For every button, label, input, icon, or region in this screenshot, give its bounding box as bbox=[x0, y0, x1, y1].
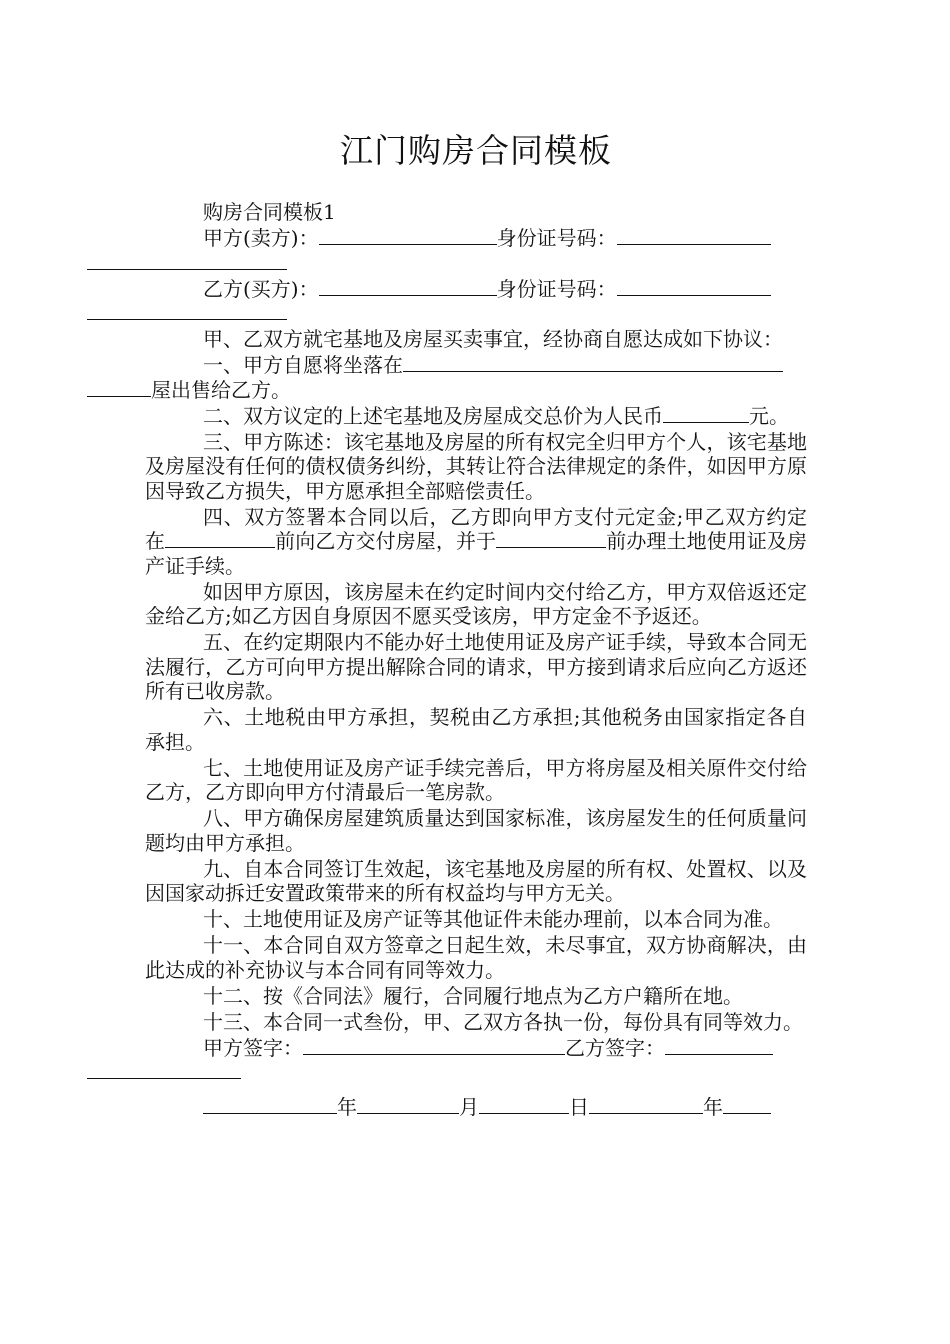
clause-2 bbox=[145, 404, 807, 429]
clause-1 bbox=[145, 353, 807, 402]
document-title: 江门购房合同模板 bbox=[340, 131, 612, 170]
clause-3: 三、甲方陈述：该宅基地及房屋的所有权完全归甲方个人，该宅基地及房屋没有任何的债权债务纠纷，其转让符合法律规定的条件，如因甲方原因导致乙方损失，甲方愿承担全部赔偿责任。 bbox=[145, 429, 807, 503]
clause-10: 十、土地使用证及房产证等其他证件未能办理前，以本合同为准。 bbox=[203, 907, 783, 931]
clause-1-pre: 一、甲方自愿将坐落在 bbox=[203, 353, 403, 377]
day-blank[interactable] bbox=[479, 1095, 569, 1114]
year-label: 年 bbox=[337, 1094, 357, 1119]
clause-4-date-blank-2[interactable] bbox=[496, 529, 606, 548]
clause-6: 六、土地税由甲方承担，契税由乙方承担;其他税务由国家指定各自承担。 bbox=[145, 705, 807, 754]
clause-4-c: 前办理土地使用证及房产证手续。 bbox=[145, 529, 808, 578]
month-label: 月 bbox=[459, 1094, 479, 1119]
party-a-id-blank-cont[interactable] bbox=[87, 251, 287, 270]
clause-13: 十三、本合同一式叁份，甲、乙双方各执一份，每份具有同等效力。 bbox=[203, 1009, 803, 1034]
intro-paragraph: 甲、乙双方就宅基地及房屋买卖事宜，经协商自愿达成如下协议： bbox=[203, 327, 783, 351]
party-a-signature-blank[interactable] bbox=[303, 1036, 565, 1055]
party-b-id-blank-cont[interactable] bbox=[87, 301, 287, 320]
year-label-2: 年 bbox=[703, 1094, 723, 1119]
date-line bbox=[145, 1095, 807, 1120]
party-b-signature-label: 乙方签字： bbox=[565, 1035, 665, 1060]
document-body bbox=[145, 200, 807, 1121]
trailing-blank[interactable] bbox=[723, 1095, 771, 1114]
signature-line bbox=[145, 1036, 807, 1085]
clause-7: 七、土地使用证及房产证手续完善后，甲方将房屋及相关原件交付给乙方，乙方即向甲方付清最后一笔房款。 bbox=[145, 755, 807, 804]
clause-2-post: 元。 bbox=[749, 403, 789, 428]
clause-4-date-blank-1[interactable] bbox=[165, 529, 275, 548]
clause-1-location-blank[interactable] bbox=[403, 353, 783, 372]
year-blank-2[interactable] bbox=[589, 1095, 703, 1114]
clause-12: 十二、按《合同法》履行，合同履行地点为乙方户籍所在地。 bbox=[203, 983, 743, 1008]
party-b-label: 乙方(买方)： bbox=[203, 276, 319, 301]
party-b-signature-blank[interactable] bbox=[665, 1036, 773, 1055]
party-a-label: 甲方(卖方)： bbox=[203, 226, 319, 250]
party-b-signature-blank-cont[interactable] bbox=[87, 1060, 241, 1079]
clause-5: 五、在约定期限内不能办好土地使用证及房产证手续，导致本合同无法履行，乙方可向甲方提出解除合同的请求，甲方接到请求后应向乙方返还所有已收房款。 bbox=[145, 630, 807, 703]
party-a-id-label: 身份证号码： bbox=[496, 226, 617, 250]
year-blank[interactable] bbox=[203, 1095, 337, 1114]
subtitle: 购房合同模板1 bbox=[203, 200, 336, 224]
day-label: 日 bbox=[569, 1094, 589, 1119]
party-a-line bbox=[145, 226, 807, 275]
party-b-name-blank[interactable] bbox=[319, 277, 497, 296]
clause-2-pre: 二、双方议定的上述宅基地及房屋成交总价为人民币 bbox=[203, 403, 663, 428]
clause-11: 十一、本合同自双方签章之日起生效，未尽事宜，双方协商解决，由此达成的补充协议与本合同有同等效力。 bbox=[145, 933, 807, 982]
party-b-id-label: 身份证号码： bbox=[496, 276, 617, 301]
clause-1-location-blank-cont[interactable] bbox=[87, 378, 151, 397]
month-blank[interactable] bbox=[357, 1095, 459, 1114]
clause-4-b: 前向乙方交付房屋，并于 bbox=[275, 529, 497, 553]
party-a-signature-label: 甲方签字： bbox=[203, 1035, 303, 1060]
party-b-id-blank[interactable] bbox=[617, 277, 771, 296]
clause-2-price-blank[interactable] bbox=[663, 404, 749, 423]
clause-9: 九、自本合同签订生效起，该宅基地及房屋的所有权、处置权、以及因国家动拆迁安置政策带来的所有权益均与甲方无关。 bbox=[145, 856, 807, 905]
clause-4-extra: 如因甲方原因，该房屋未在约定时间内交付给乙方，甲方双倍返还定金给乙方;如乙方因自身原因不愿买受该房，甲方定金不予返还。 bbox=[145, 579, 807, 628]
clause-4-a: 四、双方签署本合同以后，乙方即向甲方支付元定金;甲乙双方约定在 bbox=[145, 504, 807, 553]
party-a-name-blank[interactable] bbox=[319, 226, 497, 245]
clause-1-post: 屋出售给乙方。 bbox=[151, 377, 291, 402]
party-b-line bbox=[145, 277, 807, 326]
clause-8: 八、甲方确保房屋建筑质量达到国家标准，该房屋发生的任何质量问题均由甲方承担。 bbox=[145, 806, 807, 855]
party-a-id-blank[interactable] bbox=[617, 226, 771, 245]
clause-4 bbox=[145, 505, 807, 579]
